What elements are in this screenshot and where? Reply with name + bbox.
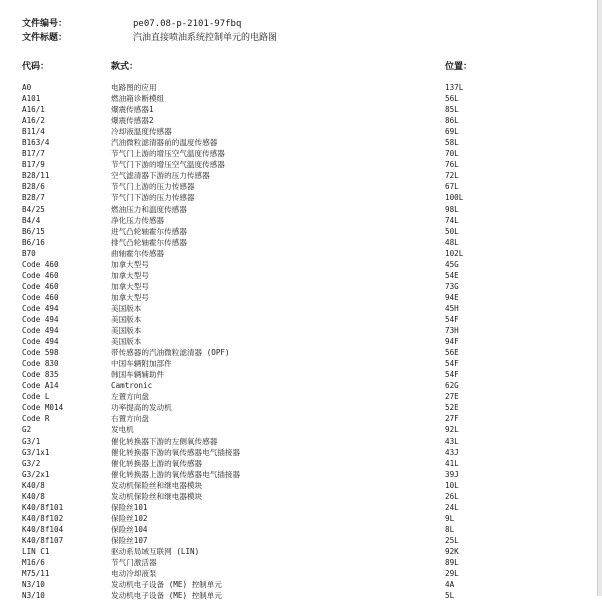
table-row xyxy=(0,148,602,159)
component-description: 汽油微粒滤清器前的温度传感器 xyxy=(111,138,218,148)
table-row xyxy=(0,204,602,215)
component-position: 45H xyxy=(445,303,459,313)
component-code: A101 xyxy=(22,94,41,104)
component-position: 50L xyxy=(445,226,459,236)
component-position: 5L xyxy=(445,591,455,601)
table-row xyxy=(0,237,602,248)
component-code: B6/15 xyxy=(22,226,45,236)
component-description: 保险丝104 xyxy=(111,524,148,534)
table-row xyxy=(0,314,602,325)
component-description: 曲轴霍尔传感器 xyxy=(111,248,165,258)
component-description: 节气门下游的压力传感器 xyxy=(111,193,195,203)
component-position: 85L xyxy=(445,105,459,115)
component-description: 美国版本 xyxy=(111,326,142,336)
component-position: 56E xyxy=(445,348,459,358)
table-row xyxy=(0,502,602,513)
component-description: 催化转换器下游的左侧氧传感器 xyxy=(111,436,218,446)
component-description: 燃油箱诊断模组 xyxy=(111,94,165,104)
component-description: 保险丝102 xyxy=(111,513,148,523)
component-position: 74L xyxy=(445,215,459,225)
component-code: B4/25 xyxy=(22,204,45,214)
component-code: K40/8f104 xyxy=(22,524,64,534)
table-row xyxy=(0,524,602,535)
component-position: 54F xyxy=(445,359,459,369)
table-row xyxy=(0,215,602,226)
component-code: A0 xyxy=(22,83,32,92)
component-position: 73H xyxy=(445,326,459,336)
table-row xyxy=(0,181,602,192)
component-code: G3/2x1 xyxy=(22,469,50,479)
component-description: 加拿大型号 xyxy=(111,270,149,280)
component-code: Code 830 xyxy=(22,359,59,369)
component-code: G3/1x1 xyxy=(22,447,50,457)
component-code: A16/1 xyxy=(22,105,45,115)
table-row xyxy=(0,369,602,380)
component-position: 62G xyxy=(445,381,459,391)
table-row xyxy=(0,137,602,148)
component-description: Camtronic xyxy=(111,381,153,391)
component-code: K40/8f101 xyxy=(22,502,64,512)
component-position: 67L xyxy=(445,182,459,192)
component-description: 爆震传感器2 xyxy=(111,116,154,126)
component-code: A16/2 xyxy=(22,116,45,126)
component-position: 94E xyxy=(445,292,459,302)
doc-title-label: 文件标题： xyxy=(22,33,68,43)
component-code: G2 xyxy=(22,425,32,435)
component-code: Code 494 xyxy=(22,303,59,313)
component-description: 催化转换器上游的氧传感器 xyxy=(111,458,203,468)
component-position: 89L xyxy=(445,558,459,568)
component-position: 39J xyxy=(445,469,459,479)
table-row xyxy=(0,546,602,557)
component-description: 中国车辆附加部件 xyxy=(111,359,172,369)
component-position: 41L xyxy=(445,458,459,468)
component-description: 催化转换器上游的氧传感器电气插接器 xyxy=(111,469,241,479)
component-position: 92L xyxy=(445,425,459,435)
component-code: B11/4 xyxy=(22,127,45,137)
component-description: 燃油压力和温度传感器 xyxy=(111,204,187,214)
component-description: 加拿大型号 xyxy=(111,281,149,291)
component-description: 左置方向盘 xyxy=(111,392,149,402)
table-row xyxy=(0,104,602,115)
component-position: 48L xyxy=(445,237,459,247)
table-row xyxy=(0,436,602,447)
component-code: Code 494 xyxy=(22,326,59,336)
component-code: LIN C1 xyxy=(22,546,50,556)
table-row xyxy=(0,447,602,458)
component-position: 9L xyxy=(445,513,455,523)
table-row xyxy=(0,82,602,93)
component-code: Code R xyxy=(22,414,50,424)
doc-title-value: 汽油直接喷油系统控制单元的电路图 xyxy=(133,33,278,43)
component-code: N3/10 xyxy=(22,591,45,601)
component-position: 27F xyxy=(445,414,459,424)
table-row xyxy=(0,248,602,259)
position-column-header: 位置： xyxy=(445,62,473,72)
component-code: Code 598 xyxy=(22,348,59,358)
table-row xyxy=(0,358,602,369)
component-description: 带传感器的汽油微粒滤清器 (OPF) xyxy=(111,348,230,358)
table-row xyxy=(0,170,602,181)
component-position: 26L xyxy=(445,491,459,501)
table-row xyxy=(0,480,602,491)
component-position: 29L xyxy=(445,569,459,579)
component-position: 4A xyxy=(445,580,455,590)
component-description: 韩国车辆辅助件 xyxy=(111,370,165,380)
component-position: 52E xyxy=(445,403,459,413)
table-row xyxy=(0,159,602,170)
component-position: 24L xyxy=(445,502,459,512)
component-description: 右置方向盘 xyxy=(111,414,149,424)
component-description: 加拿大型号 xyxy=(111,292,149,302)
component-code: G3/1 xyxy=(22,436,41,446)
component-description: 爆震传感器1 xyxy=(111,105,154,115)
table-row xyxy=(0,336,602,347)
table-row xyxy=(0,226,602,237)
component-code: Code 460 xyxy=(22,292,59,302)
table-row xyxy=(0,424,602,435)
table-row xyxy=(0,259,602,270)
component-code: K40/8 xyxy=(22,491,45,501)
table-row xyxy=(0,402,602,413)
component-code: B28/7 xyxy=(22,193,45,203)
component-code: M16/6 xyxy=(22,558,45,568)
component-description: 保险丝107 xyxy=(111,535,148,545)
table-row xyxy=(0,380,602,391)
component-code: Code 494 xyxy=(22,314,59,324)
component-description: 空气滤清器下游的压力传感器 xyxy=(111,171,210,181)
desc-column-header: 款式： xyxy=(111,62,139,72)
component-description: 电路图的应用 xyxy=(111,83,157,92)
table-row xyxy=(0,557,602,568)
component-position: 69L xyxy=(445,127,459,137)
component-position: 73G xyxy=(445,281,459,291)
component-code: Code M014 xyxy=(22,403,64,413)
component-description: 冷却液温度传感器 xyxy=(111,127,172,137)
component-description: 美国版本 xyxy=(111,337,142,347)
component-description: 发动机保险丝和继电器模块 xyxy=(111,480,203,490)
component-code: Code 835 xyxy=(22,370,59,380)
component-description: 发动机电子设备 (ME) 控制单元 xyxy=(111,591,222,601)
component-position: 76L xyxy=(445,160,459,170)
component-position: 45G xyxy=(445,259,459,269)
component-code: M75/11 xyxy=(22,569,50,579)
component-position: 54F xyxy=(445,314,459,324)
component-description: 节气门激活器 xyxy=(111,558,157,568)
component-position: 54F xyxy=(445,370,459,380)
component-description: 保险丝101 xyxy=(111,502,148,512)
component-position: 92K xyxy=(445,546,459,556)
component-code: Code A14 xyxy=(22,381,59,391)
component-description: 驱动系局域互联网 (LIN) xyxy=(111,546,200,556)
component-code: Code 494 xyxy=(22,337,59,347)
component-description: 节气门上游的增压空气温度传感器 xyxy=(111,149,225,159)
component-description: 功率提高的发动机 xyxy=(111,403,172,413)
component-code: B28/11 xyxy=(22,171,50,181)
component-description: 净化压力传感器 xyxy=(111,215,165,225)
component-code: G3/2 xyxy=(22,458,41,468)
component-position: 27E xyxy=(445,392,459,402)
table-row xyxy=(0,513,602,524)
component-code: B70 xyxy=(22,248,36,258)
component-position: 98L xyxy=(445,204,459,214)
component-code: K40/8f107 xyxy=(22,535,64,545)
component-description: 美国版本 xyxy=(111,303,142,313)
code-column-header: 代码： xyxy=(22,62,50,72)
component-code: B17/9 xyxy=(22,160,45,170)
table-row xyxy=(0,347,602,358)
table-row xyxy=(0,281,602,292)
component-description: 进气凸轮轴霍尔传感器 xyxy=(111,226,187,236)
component-position: 86L xyxy=(445,116,459,126)
component-code: B6/16 xyxy=(22,237,45,247)
component-position: 43J xyxy=(445,447,459,457)
component-position: 94F xyxy=(445,337,459,347)
component-position: 10L xyxy=(445,480,459,490)
table-row xyxy=(0,535,602,546)
component-position: 56L xyxy=(445,94,459,104)
table-row xyxy=(0,292,602,303)
component-position: 25L xyxy=(445,535,459,545)
component-code: Code 460 xyxy=(22,259,59,269)
component-position: 72L xyxy=(445,171,459,181)
table-row xyxy=(0,93,602,104)
component-position: 102L xyxy=(445,248,464,258)
table-row xyxy=(0,192,602,203)
table-row xyxy=(0,579,602,590)
component-position: 58L xyxy=(445,138,459,148)
component-code: K40/8f102 xyxy=(22,513,64,523)
doc-number-label: 文件编号： xyxy=(22,19,68,29)
table-row xyxy=(0,491,602,502)
component-description: 加拿大型号 xyxy=(111,259,149,269)
component-position: 70L xyxy=(445,149,459,159)
component-description: 发动机电子设备 (ME) 控制单元 xyxy=(111,580,222,590)
component-description: 排气凸轮轴霍尔传感器 xyxy=(111,237,187,247)
component-description: 电动冷却液泵 xyxy=(111,569,157,579)
component-code: B163/4 xyxy=(22,138,50,148)
component-position: 100L xyxy=(445,193,464,203)
table-row xyxy=(0,270,602,281)
component-position: 54E xyxy=(445,270,459,280)
component-code: Code 460 xyxy=(22,270,59,280)
component-code: B17/7 xyxy=(22,149,45,159)
component-position: 137L xyxy=(445,83,464,92)
component-description: 节气门下游的增压空气温度传感器 xyxy=(111,160,225,170)
table-row xyxy=(0,568,602,579)
vertical-scrollbar[interactable] xyxy=(597,0,602,596)
legend-table xyxy=(0,82,602,601)
table-row xyxy=(0,413,602,424)
component-code: Code L xyxy=(22,392,50,402)
table-row xyxy=(0,469,602,480)
table-row xyxy=(0,126,602,137)
component-code: Code 460 xyxy=(22,281,59,291)
table-row xyxy=(0,325,602,336)
component-position: 8L xyxy=(445,524,455,534)
table-row xyxy=(0,115,602,126)
component-code: B28/6 xyxy=(22,182,45,192)
component-description: 发电机 xyxy=(111,425,134,435)
table-row xyxy=(0,391,602,402)
component-code: N3/10 xyxy=(22,580,45,590)
doc-number-value: pe07.08-p-2101-97fbq xyxy=(133,19,242,29)
component-description: 发动机保险丝和继电器模块 xyxy=(111,491,203,501)
component-position: 43L xyxy=(445,436,459,446)
component-description: 美国版本 xyxy=(111,314,142,324)
component-code: K40/8 xyxy=(22,480,45,490)
component-description: 节气门上游的压力传感器 xyxy=(111,182,195,192)
table-row xyxy=(0,303,602,314)
component-code: B4/4 xyxy=(22,215,41,225)
table-row xyxy=(0,458,602,469)
component-description: 催化转换器下游的氧传感器电气插接器 xyxy=(111,447,241,457)
